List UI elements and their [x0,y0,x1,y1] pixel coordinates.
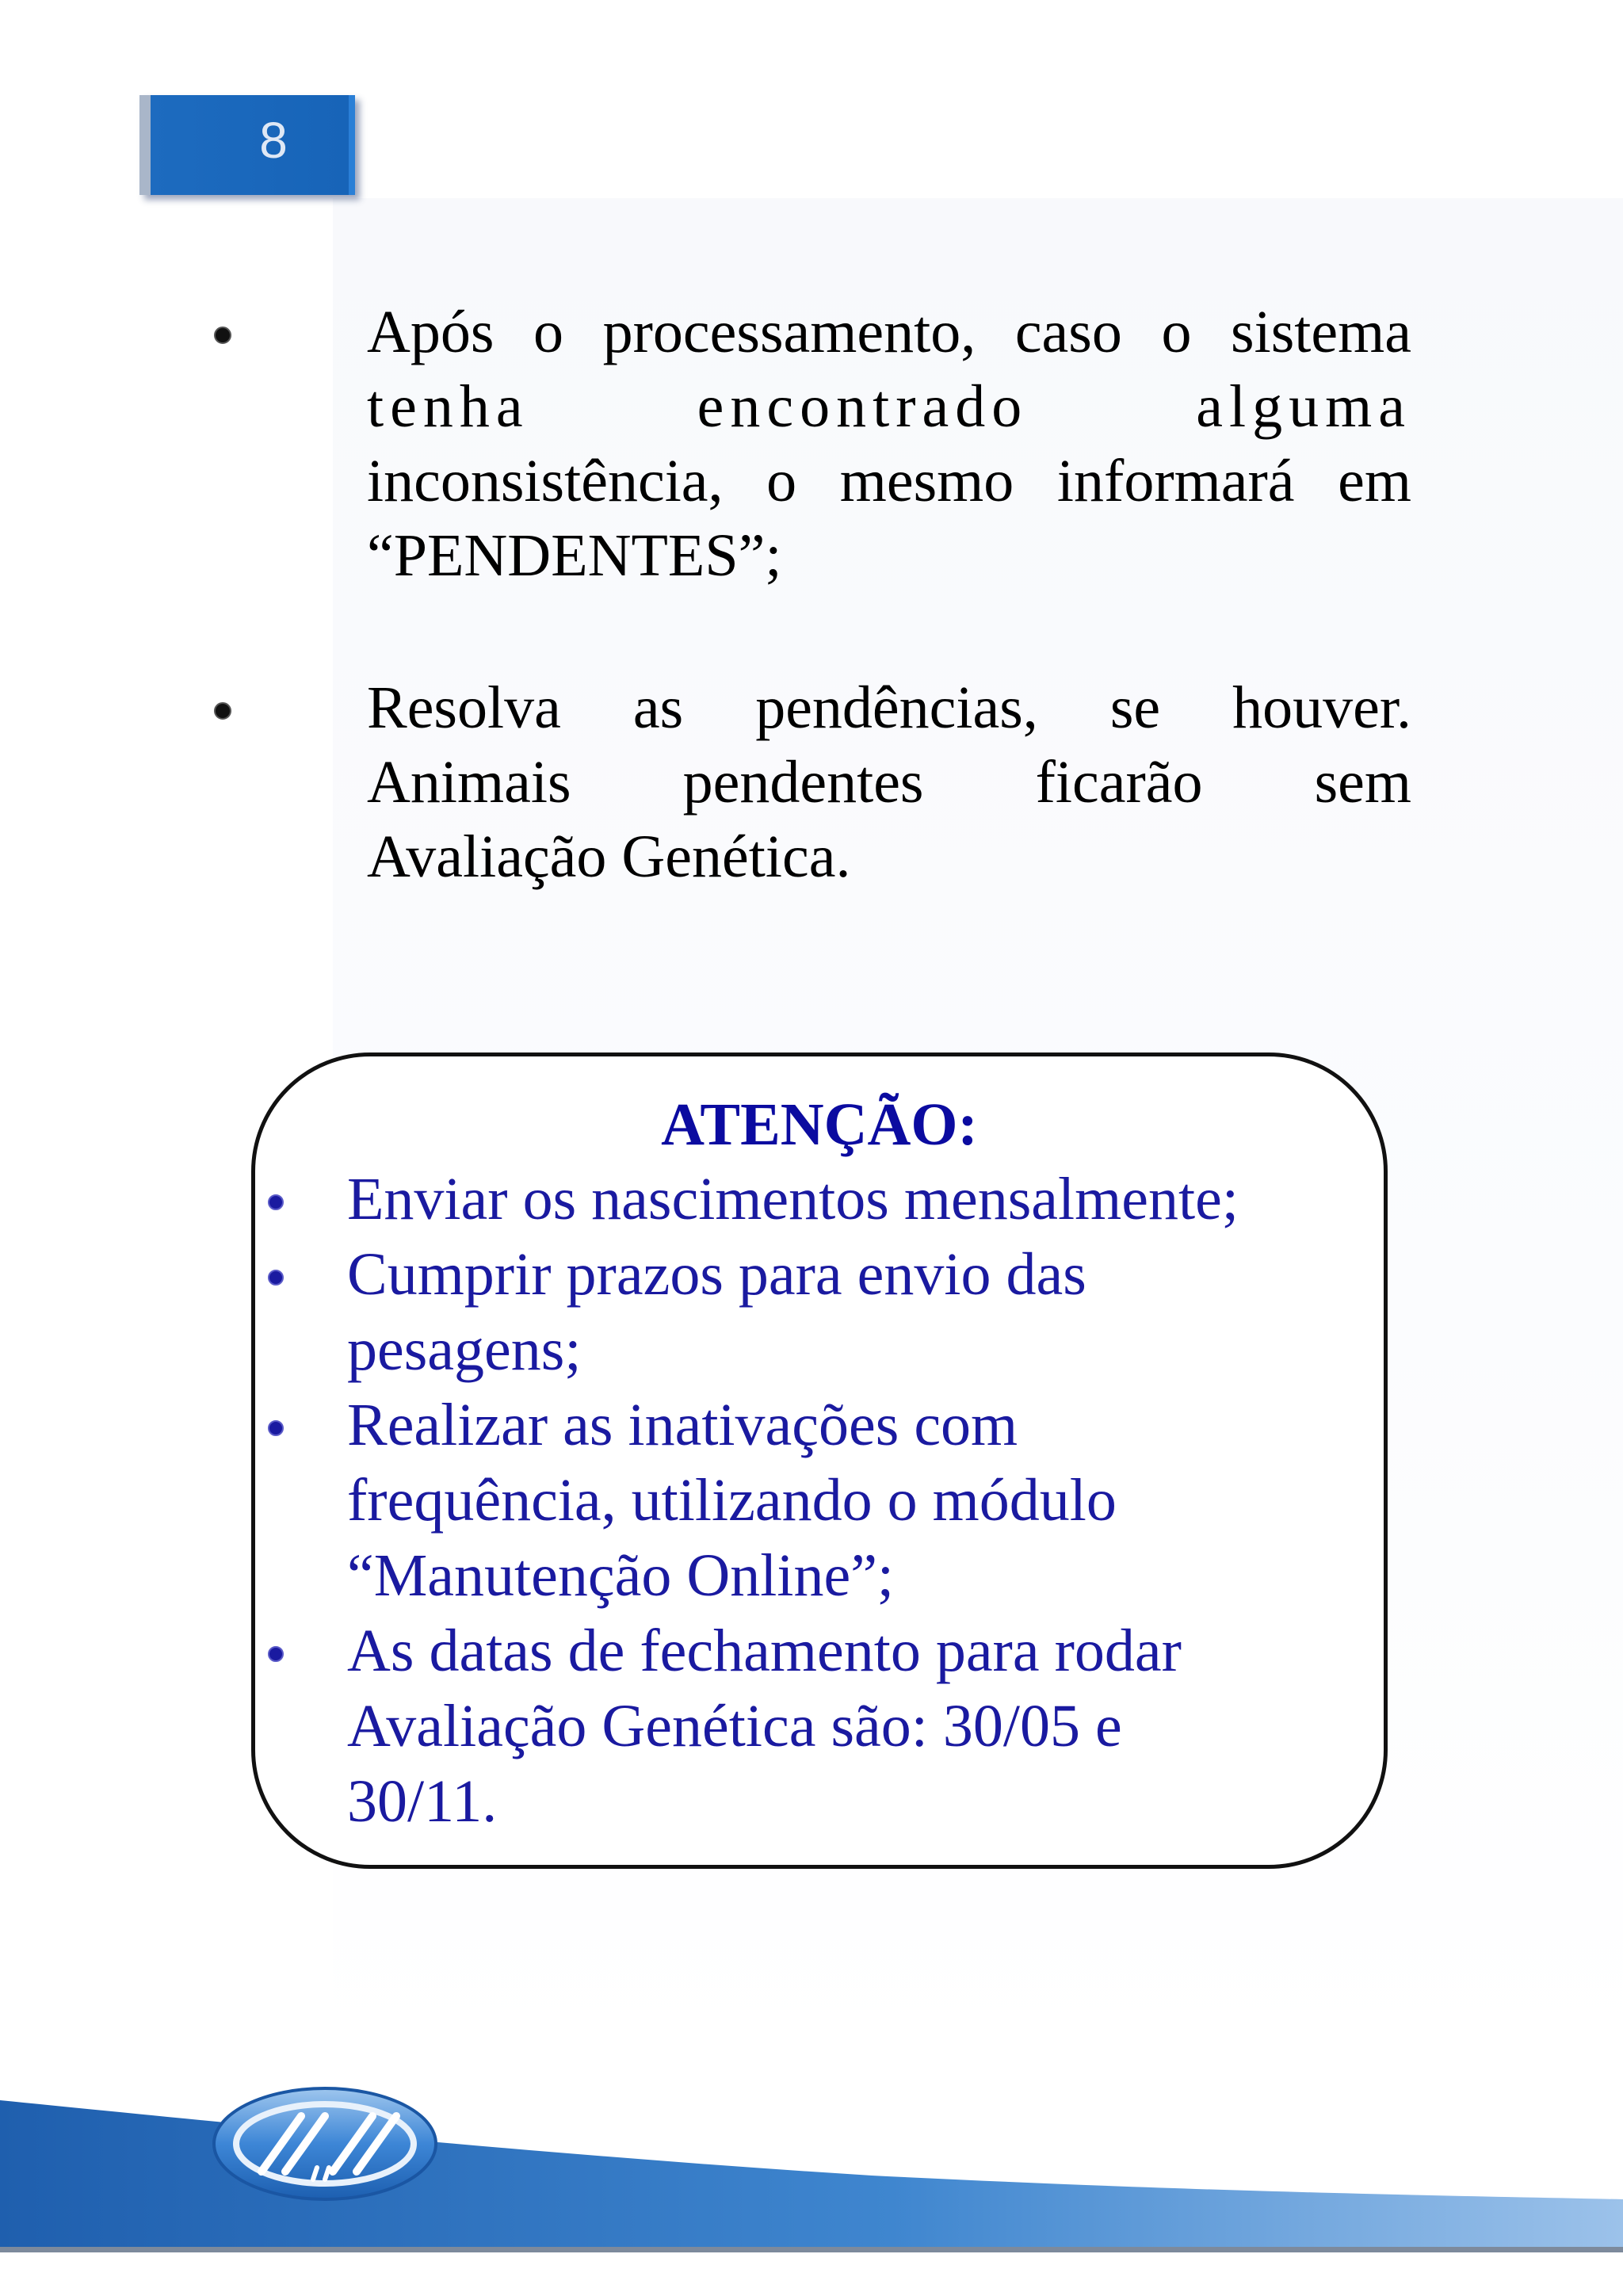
text-line: Animais pendentes ficarão sem [367,749,1411,816]
logo-icon [214,2088,436,2199]
footer-band [0,2069,1623,2296]
text-line: Avaliação Genética. [367,823,851,890]
bullet-marker [268,1646,284,1662]
bullet-paragraph [367,295,1411,593]
bullet-marker [268,1420,284,1436]
bullet-marker [268,1270,284,1286]
attention-list [347,1162,1369,1839]
text-line: Após o processamento, caso o sistema [367,299,1411,365]
text-line: As datas de fechamento para rodar [347,1618,1182,1684]
text-line: 30/11. [347,1768,498,1835]
bullet-paragraph [367,670,1411,894]
text-line: Avaliação Genética são: 30/05 e [347,1693,1122,1759]
text-line: frequência, utilizando o módulo [347,1467,1117,1534]
text-line: pesagens; [347,1316,582,1383]
bullet-marker [268,1194,284,1210]
text-line: “Manutenção Online”; [347,1542,895,1609]
bullet-marker [214,327,231,344]
bullet-marker [214,702,231,720]
page-number: 8 [259,112,288,169]
text-line: tenha encontrado alguma [367,373,1411,440]
text-line: Cumprir prazos para envio das [347,1241,1086,1308]
text-line: Realizar as inativações com [347,1392,1018,1458]
list-item [347,1388,1369,1614]
text-line: Resolva as pendências, se houver. [367,674,1411,741]
text-line: “PENDENTES”; [367,522,782,589]
list-item [347,1614,1369,1839]
list-item [347,1237,1369,1388]
attention-title: ATENÇÃO: [661,1091,978,1158]
text-line: Enviar os nascimentos mensalmente; [347,1166,1239,1232]
text-line: inconsistência, o mesmo informará em [367,448,1411,514]
list-item [347,1162,1369,1237]
